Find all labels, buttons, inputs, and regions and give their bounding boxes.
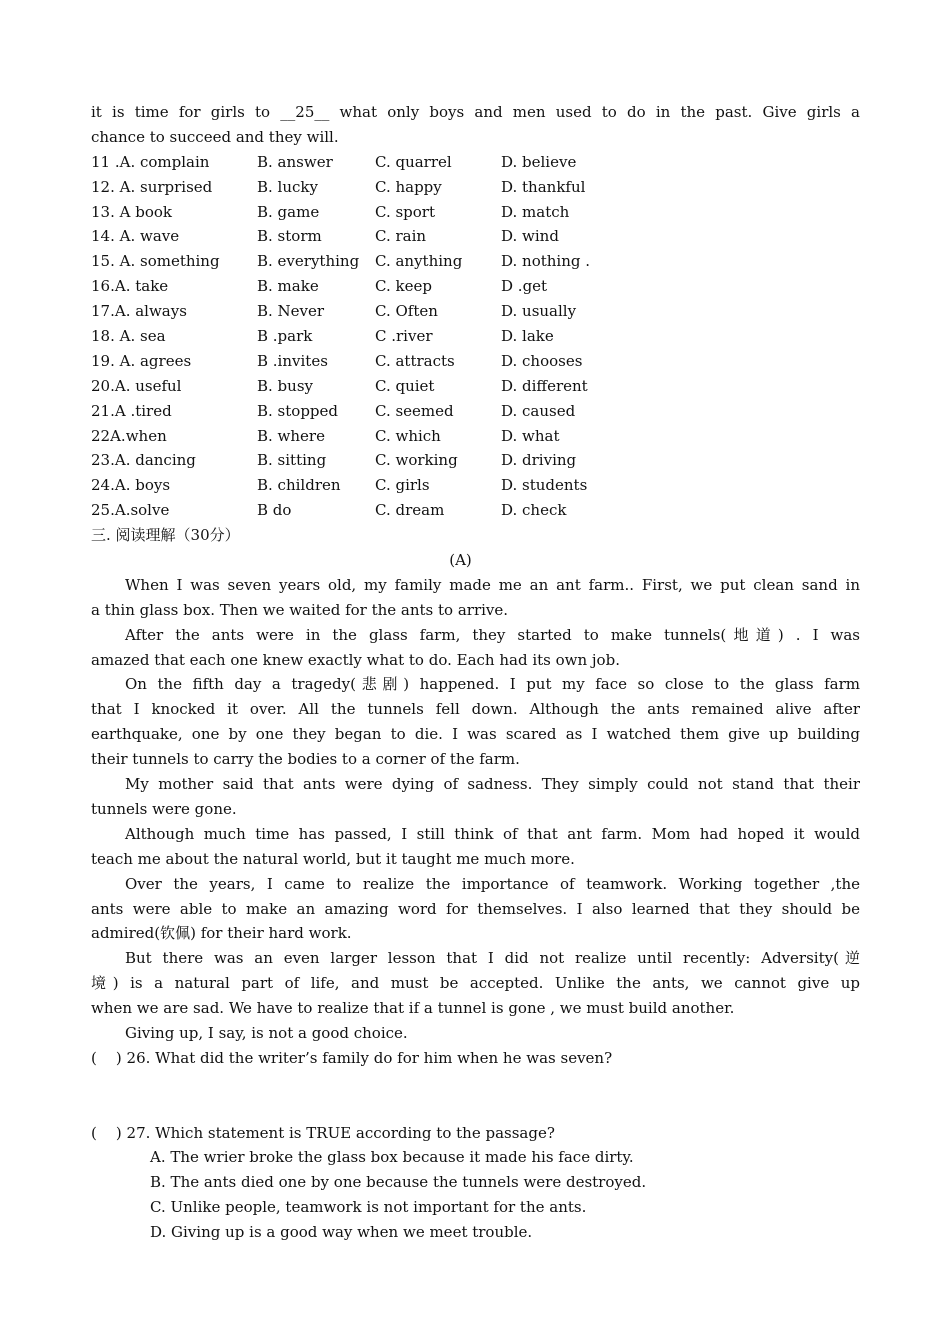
cloze-option-b: B. busy xyxy=(257,376,313,395)
passage-line: Although much time has passed, I still think of that ant farm. Mom had hoped it would xyxy=(125,824,860,843)
cloze-option-c: C. girls xyxy=(375,476,430,495)
cloze-option-row xyxy=(91,374,860,399)
passage-line: tunnels were gone. xyxy=(91,799,237,818)
cloze-option-row xyxy=(91,150,860,175)
cloze-option-b: B. children xyxy=(257,476,341,495)
passage-line: 境) is a natural part of life, and must be accepted. Unlike the ants, we cannot give up xyxy=(91,974,860,993)
reading-passage xyxy=(91,573,860,1046)
cloze-option-row xyxy=(91,399,860,424)
cloze-option-b: B .invites xyxy=(257,351,328,370)
cloze-option-b: B. sitting xyxy=(257,451,327,470)
passage-line: teach me about the natural world, but it taught me much more. xyxy=(91,849,575,868)
cloze-option-c: C. quarrel xyxy=(375,152,452,171)
cloze-option-a: 11 .A. complain xyxy=(91,152,210,171)
passage-line: that I knocked it over. All the tunnels fell down. Although the ants remained alive after xyxy=(91,700,860,719)
cloze-option-b: B. where xyxy=(257,426,325,445)
passage-line: ants were able to make an amazing word for themselves. I also learned that they should be xyxy=(91,899,860,918)
question-27-option-c: C. Unlike people, teamwork is not important for the ants. xyxy=(150,1198,587,1217)
cloze-option-c: C. which xyxy=(375,426,441,445)
cloze-option-a: 23.A. dancing xyxy=(91,451,196,470)
cloze-option-a: 19. A. agrees xyxy=(91,351,192,370)
cloze-option-a: 25.A.solve xyxy=(91,501,170,520)
cloze-option-a: 24.A. boys xyxy=(91,476,171,495)
cloze-option-row xyxy=(91,299,860,324)
cloze-option-d: D. different xyxy=(501,376,588,395)
cloze-option-row xyxy=(91,473,860,498)
cloze-option-d: D .get xyxy=(501,277,548,296)
cloze-option-a: 17.A. always xyxy=(91,302,187,321)
question-27-stem: ( ) 27. Which statement is TRUE according to the passage? xyxy=(91,1123,555,1142)
cloze-option-c: C. rain xyxy=(375,227,427,246)
cloze-option-b: B. storm xyxy=(257,227,322,246)
cloze-option-a: 13. A book xyxy=(91,202,172,221)
passage-line: their tunnels to carry the bodies to a corner of the farm. xyxy=(91,750,520,769)
cloze-option-d: D. what xyxy=(501,426,560,445)
question-27-option-d: D. Giving up is a good way when we meet trouble. xyxy=(150,1223,533,1242)
cloze-option-c: C. keep xyxy=(375,277,432,296)
cloze-option-row xyxy=(91,249,860,274)
cloze-option-d: D. match xyxy=(501,202,570,221)
cloze-option-row xyxy=(91,349,860,374)
question-27-option-b: B. The ants died one by one because the tunnels were destroyed. xyxy=(150,1173,647,1192)
cloze-option-c: C. dream xyxy=(375,501,445,520)
cloze-option-a: 21.A .tired xyxy=(91,401,172,420)
passage-line: amazed that each one knew exactly what to do. Each had its own job. xyxy=(91,650,620,669)
passage-label: (A) xyxy=(449,551,472,570)
passage-line: But there was an even larger lesson that I did not realize until recently: Adversity(逆 xyxy=(125,949,860,968)
section-title: 三. 阅读理解（30分） xyxy=(91,526,240,545)
cloze-option-a: 20.A. useful xyxy=(91,376,182,395)
cloze-option-d: D. lake xyxy=(501,327,554,346)
passage-line: Over the years, I came to realize the importance of teamwork. Working together ,the xyxy=(125,874,860,893)
question-26-options-row-1 xyxy=(91,1071,860,1096)
cloze-intro-line-1: it is time for girls to __25__ what only boys and men used to do in the past. Give girls a xyxy=(91,103,860,121)
cloze-option-b: B. everything xyxy=(257,252,360,271)
cloze-option-c: C. sport xyxy=(375,202,436,221)
cloze-option-a: 18. A. sea xyxy=(91,327,166,346)
cloze-option-d: D. usually xyxy=(501,302,577,321)
cloze-option-row xyxy=(91,200,860,225)
cloze-option-a: 15. A. something xyxy=(91,252,220,271)
cloze-option-d: D. check xyxy=(501,501,567,520)
cloze-option-d: D. wind xyxy=(501,227,559,246)
cloze-option-b: B. Never xyxy=(257,302,325,321)
question-27-option-a: A. The wrier broke the glass box because it made his face dirty. xyxy=(150,1148,634,1167)
cloze-option-d: D. driving xyxy=(501,451,577,470)
cloze-option-row xyxy=(91,424,860,449)
cloze-option-d: D. chooses xyxy=(501,351,583,370)
cloze-option-a: 16.A. take xyxy=(91,277,169,296)
cloze-option-c: C. anything xyxy=(375,252,463,271)
cloze-option-b: B. game xyxy=(257,202,320,221)
cloze-option-c: C. quiet xyxy=(375,376,435,395)
passage-line: a thin glass box. Then we waited for the ants to arrive. xyxy=(91,600,509,619)
cloze-option-row xyxy=(91,224,860,249)
cloze-option-c: C .river xyxy=(375,327,433,346)
cloze-option-c: C. happy xyxy=(375,177,442,196)
cloze-option-row xyxy=(91,324,860,349)
cloze-option-a: 22A.when xyxy=(91,426,167,445)
cloze-option-b: B. answer xyxy=(257,152,333,171)
passage-line: Giving up, I say, is not a good choice. xyxy=(125,1023,408,1042)
cloze-options-list xyxy=(91,150,860,523)
cloze-option-d: D. thankful xyxy=(501,177,586,196)
cloze-intro-line-2: chance to succeed and they will. xyxy=(91,127,339,146)
cloze-option-b: B do xyxy=(257,501,292,520)
question-26-options-row-2 xyxy=(91,1096,860,1121)
cloze-option-b: B. lucky xyxy=(257,177,318,196)
passage-line: My mother said that ants were dying of sadness. They simply could not stand that their xyxy=(125,775,860,794)
cloze-option-c: C. attracts xyxy=(375,351,455,370)
passage-line: when we are sad. We have to realize that if a tunnel is gone , we must build another. xyxy=(91,999,735,1018)
passage-line: On the fifth day a tragedy(悲剧) happened. I put my face so close to the glass farm xyxy=(125,675,860,694)
cloze-option-b: B .park xyxy=(257,327,313,346)
cloze-option-row xyxy=(91,175,860,200)
cloze-option-row xyxy=(91,498,860,523)
passage-line: earthquake, one by one they began to die. I was scared as I watched them give up building xyxy=(91,725,860,744)
cloze-option-row xyxy=(91,448,860,473)
question-26-stem: ( ) 26. What did the writer’s family do for him when he was seven? xyxy=(91,1048,613,1067)
passage-line: admired(钦佩) for their hard work. xyxy=(91,924,352,943)
cloze-option-c: C. working xyxy=(375,451,458,470)
cloze-option-a: 12. A. surprised xyxy=(91,177,213,196)
passage-line: After the ants were in the glass farm, they started to make tunnels(地道) . I was xyxy=(125,625,860,644)
cloze-option-d: D. caused xyxy=(501,401,576,420)
cloze-option-d: D. students xyxy=(501,476,588,495)
cloze-option-c: C. Often xyxy=(375,302,438,321)
cloze-option-b: B. make xyxy=(257,277,319,296)
cloze-option-c: C. seemed xyxy=(375,401,454,420)
exam-page xyxy=(91,100,860,1245)
cloze-option-row xyxy=(91,274,860,299)
cloze-option-b: B. stopped xyxy=(257,401,338,420)
cloze-option-d: D. nothing . xyxy=(501,252,591,271)
cloze-option-d: D. believe xyxy=(501,152,577,171)
cloze-option-a: 14. A. wave xyxy=(91,227,180,246)
passage-line: When I was seven years old, my family made me an ant farm.. First, we put clean sand in xyxy=(125,575,860,594)
